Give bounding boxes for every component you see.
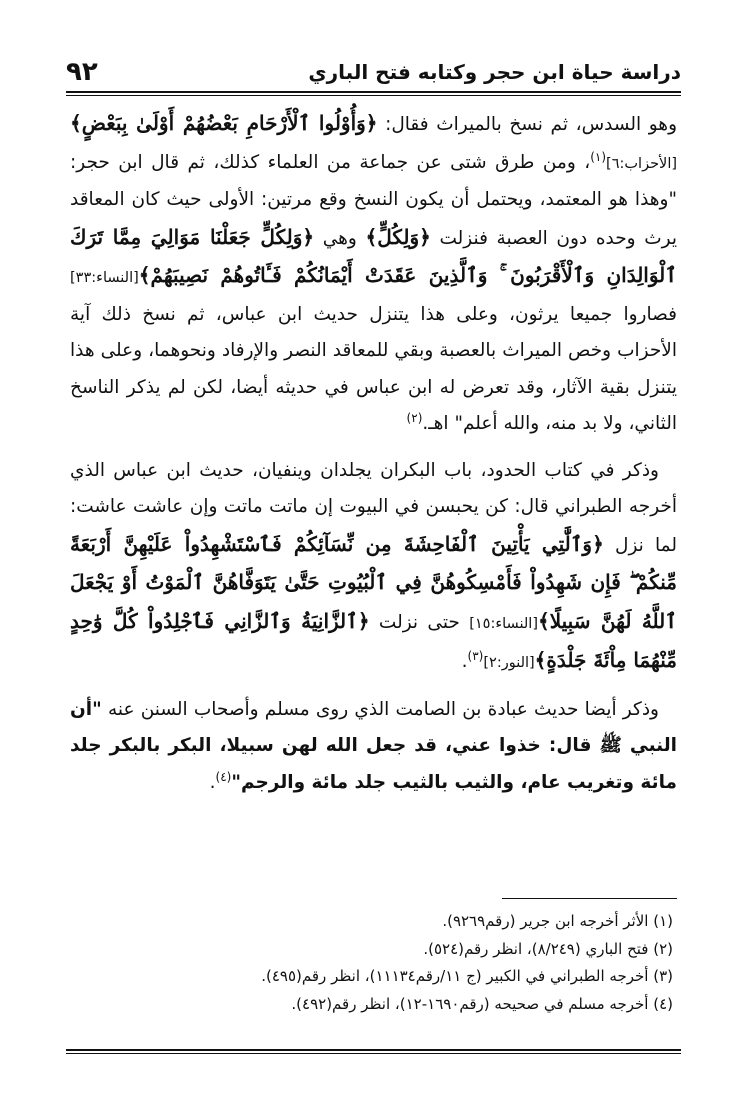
verse-citation: [النساء:٣٣] [70,270,139,286]
footnote-3: (٣) أخرجه الطبراني في الكبير (ج ١١/رقم١١١٣٤)، انظر رقم(٤٩٥). [261,967,673,985]
footer-rule-thin [66,1053,681,1054]
footnote-reference: (٤) [215,769,232,784]
verse-citation: [الأحزاب:٦] [606,155,677,172]
footnote-separator [502,898,677,899]
page-number: ٩٢ [66,57,98,87]
paragraph-2 [70,453,677,682]
paragraph-gap [70,682,677,692]
body-text-run: . [461,651,468,672]
footnotes [70,908,673,1018]
footnote-2: (٢) فتح الباري (٨/٢٤٩)، انظر رقم(٥٢٤). [423,939,673,958]
body-text-run: وذكر أيضا حديث عبادة بن الصامت الذي روى مسلم وأصحاب السنن عنه [101,698,659,720]
footnote-reference: (١) [590,149,607,164]
header-rule [66,91,681,93]
hadith-quote: "أن النبي ﷺ قال: خذوا عني، قد جعل الله لهن سبيلا، البكر بالبكر جلد مائة وتغريب عام، والثيب بالثيب جلد مائة والرجم" [70,698,677,793]
verse-citation: [النساء:١٥] [469,615,538,632]
footer-rule [66,1049,681,1051]
main-text [70,105,677,801]
body-text-run: . [209,771,216,793]
quran-verse: ﴿وَٱلَّٰتِي يَأْتِينَ ٱلْفَاحِشَةَ مِن نِّسَآئِكُمْ فَٱسْتَشْهِدُواْ عَلَيْهِنَّ أَرْبَعَةً مِّنكُمْ ۖ فَإِن شَهِدُواْ فَأَمْسِكُوهُنَّ فِي ٱلْبُيُوتِ حَتَّىٰ يَتَوَفَّاهُنَّ ٱلْمَوْتُ أَوْ يَجْعَلَ ٱللَّهُ لَهُنَّ سَبِيلًا﴾ [70,531,677,633]
header-rule-thin [66,95,681,96]
paragraph-1 [70,105,677,443]
quran-verse: ﴿وَلِكُلٍّ جَعَلْنَا مَوَالِيَ مِمَّا تَرَكَ ٱلْوَالِدَانِ وَٱلْأَقْرَبُونَ ۚ وَٱلَّذِينَ عَقَدَتْ أَيْمَانُكُمْ فَـَٔاتُوهُمْ نَصِيبَهُمْ﴾ [70,224,677,287]
footnote-reference: (٣) [467,648,484,663]
quran-verse: ﴿ٱلزَّانِيَةُ وَٱلزَّانِي فَٱجْلِدُواْ كُلَّ وَٰحِدٍ مِّنْهُمَا مِاْئَةَ جَلْدَةٍ﴾ [70,608,677,672]
quran-verse: ﴿وَأُوْلُوا ٱلْأَرْحَامِ بَعْضُهُمْ أَوْلَىٰ بِبَعْضٍ﴾ [70,111,378,135]
body-text-run: وهي [314,227,366,249]
paragraph-3 [70,692,677,802]
quran-verse: ﴿وَلِكُلٍّ﴾ [365,224,431,249]
page-header [66,52,681,92]
body-text-run: وهو السدس، ثم نسخ بالميراث فقال: [377,114,678,135]
verse-citation: [النور:٢] [483,655,535,671]
footnote-reference: (٢) [406,410,423,425]
body-text-run: وذكر في كتاب الحدود، باب البكران يجلدان وينفيان، حديث ابن عباس الذي أخرجه الطبراني قال: كن يحبسن في البيوت إن ماتت ماتت وإن عاشت عاشت: لما نزل [70,459,678,556]
body-text-run: ، ومن طرق شتى عن جماعة من العلماء كذلك، ثم قال ابن حجر: "وهذا هو المعتمد، ويحتمل أن يكون النسخ وقع مرتين: الأولى حيث كان المعاقد يرث وحده دون العصبة فنزلت [70,151,677,249]
footnote-1: (١) الأثر أخرجه ابن جرير (رقم٩٢٦٩). [442,912,673,930]
running-title: دراسة حياة ابن حجر وكتابه فتح الباري [308,60,681,84]
body-text-run: حتى نزلت [369,611,470,633]
footnote-4: (٤) أخرجه مسلم في صحيحه (رقم١٦٩٠-١٢)، انظر رقم(٤٩٢). [291,994,673,1013]
paragraph-gap [70,443,677,453]
body-text-run: فصاروا جميعا يرثون، وعلى هذا يتنزل حديث ابن عباس، ثم نسخ ذلك آية الأحزاب وخص الميراث بالعصبة وبقي للمعاقد النصر والإرفاد ونحوهما، وعلى هذا يتنزل بقية الآثار، وقد تعرض له ابن عباس في حديثه أيضا، لكن لم يذكر الناسخ الثاني، ولا بد منه، والله أعلم" اهـ. [70,303,677,434]
